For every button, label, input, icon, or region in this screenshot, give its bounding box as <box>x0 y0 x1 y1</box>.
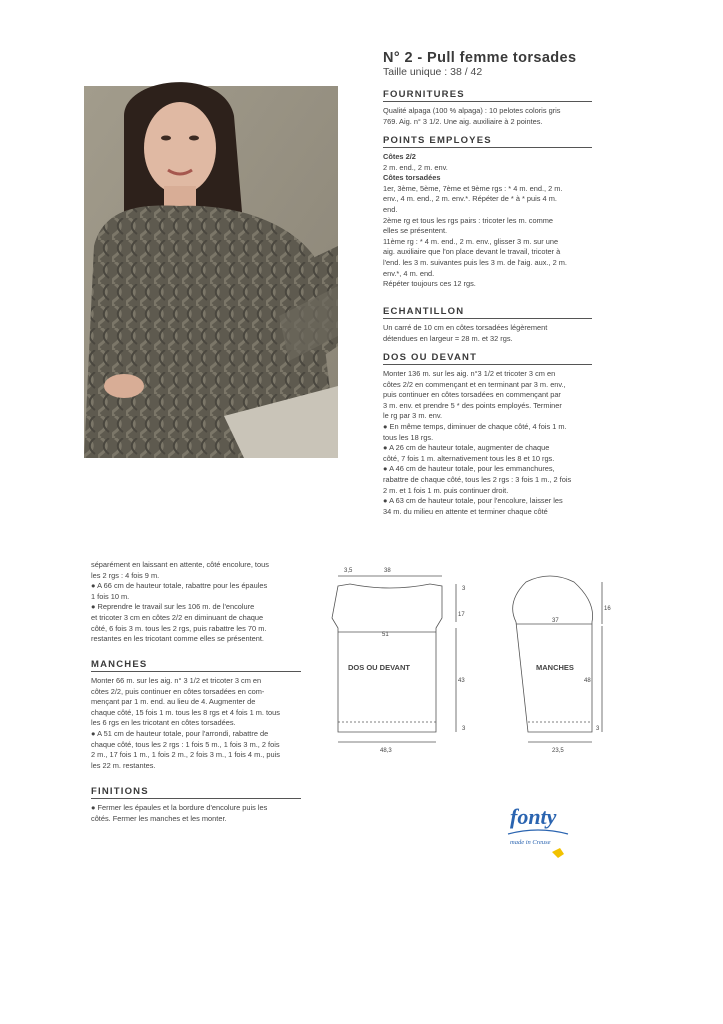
manches-line: mençant par 1 m. end. au lieu de 4. Augmenter de <box>91 697 256 707</box>
dos-cont-line: ● A 66 cm de hauteur totale, rabattre pour les épaules <box>91 581 268 591</box>
dos-line: ● A 63 cm de hauteur totale, pour l'encolure, laisser les <box>383 496 563 506</box>
manches-line: ● A 51 cm de hauteur totale, pour l'arrondi, rabattre de <box>91 728 269 738</box>
dos-line: ● En même temps, diminuer de chaque côté, 4 fois 1 m. <box>383 421 567 431</box>
body-piece-outline <box>332 584 442 732</box>
dos-line: Monter 136 m. sur les aig. n°3 1/2 et tricoter 3 cm en <box>383 369 556 378</box>
dos-line: 3 m. env. et prendre 5 * des points employés. Terminer <box>383 400 562 410</box>
dim-shoulder: 3,5 <box>344 568 353 574</box>
logo-brand: fonty <box>510 804 557 829</box>
sleeve-piece-outline <box>513 576 593 732</box>
manches-line: 2 m., 17 fois 1 m., 1 fois 2 m., 2 fois 3 m., 1 fois 4 m., puis <box>91 750 280 760</box>
dos-line: côté, 7 fois 1 m. alternativement tous les 8 et 10 rgs. <box>383 453 555 463</box>
dos-heading: DOS OU DEVANT <box>383 352 592 365</box>
dim-armhole: 17 <box>458 612 465 618</box>
points-line: l'end. les 3 m. suivantes puis les 3 m. de l'aig. aux., 2 m. <box>383 257 567 267</box>
dim-cuff: 23,5 <box>552 748 564 754</box>
manches-line: côtes 2/2, puis continuer en côtes torsadées en com- <box>91 686 265 696</box>
manches-heading: MANCHES <box>91 659 301 672</box>
echantillon-section <box>383 306 592 344</box>
dos-line: ● A 26 cm de hauteur totale, augmenter de chaque <box>383 443 550 453</box>
manches-line: chaque côté, 15 fois 1 m. tous les 8 rgs et 4 fois 1 m. tous <box>91 707 280 717</box>
dim-neck-depth: 3 <box>462 586 466 592</box>
dim-body-width: 48,3 <box>380 748 392 754</box>
dim-sleeve-height: 48 <box>584 678 591 684</box>
finitions-line: ● Fermer les épaules et la bordure d'encolure puis les <box>91 803 268 812</box>
dim-cap: 16 <box>604 606 611 612</box>
points-line: env., 4 m. end., 2 m. env.*. Répéter de * à * puis 4 m. <box>383 194 557 204</box>
points-line: 2ème rg et tous les rgs pairs : tricoter les m. comme <box>383 215 554 225</box>
manches-line: chaque côté, tous les 2 rgs : 1 fois 5 m., 1 fois 3 m., 2 fois <box>91 739 280 749</box>
dos-cont-line: restantes en les tricotant comme elles se présentent. <box>91 634 264 644</box>
cotes-torsadees-heading: Côtes torsadées <box>383 173 441 183</box>
echantillon-line: détendues en largeur = 28 m. et 32 rgs. <box>383 333 513 343</box>
sheep-icon <box>552 848 564 858</box>
finitions-line: côtés. Fermer les manches et les monter. <box>91 813 227 823</box>
dim-neck: 38 <box>384 568 391 574</box>
dos-line: le rg par 3 m. env. <box>383 411 443 421</box>
dos-line: 34 m. du milieu en attente et terminer chaque côté <box>383 506 548 516</box>
dos-continued <box>91 560 301 645</box>
points-line: Répéter toujours ces 12 rgs. <box>383 279 476 289</box>
pattern-title: N° 2 - Pull femme torsades <box>383 50 577 66</box>
points-heading: POINTS EMPLOYES <box>383 135 592 148</box>
logo-tagline: made in Creuse <box>510 839 551 846</box>
points-line: aig. auxiliaire que l'on place devant le travail, tricoter à <box>383 247 561 257</box>
cotes-22-text: 2 m. end., 2 m. env. <box>383 162 448 172</box>
fournitures-line: 769. Aig. n° 3 1/2. Une aig. auxiliaire à 2 pointes. <box>383 116 543 126</box>
fournitures-line: Qualité alpaga (100 % alpaga) : 10 pelotes coloris gris <box>383 106 561 115</box>
size-info: Taille unique : 38 / 42 <box>383 66 483 78</box>
dos-cont-line: ● Reprendre le travail sur les 106 m. de l'encolure <box>91 602 255 612</box>
dos-cont-line: séparément en laissant en attente, côté encolure, tous <box>91 560 269 569</box>
manches-section <box>91 659 301 771</box>
dim-sleeve-width: 37 <box>552 618 559 624</box>
dos-line: puis continuer en côtes torsadées en commençant par <box>383 390 561 400</box>
finitions-section <box>91 786 301 824</box>
dim-body-height: 43 <box>458 678 465 684</box>
points-line: env.*, 4 m. end. <box>383 268 435 278</box>
dos-line: ● A 46 cm de hauteur totale, pour les emmanchures, <box>383 464 555 474</box>
fournitures-heading: FOURNITURES <box>383 89 592 102</box>
model-photo <box>84 86 338 458</box>
points-line: 1er, 3ème, 5ème, 7ème et 9ème rgs : * 4 m. end., 2 m. <box>383 183 563 193</box>
dos-line: 2 m. et 1 fois 1 m. puis continuer droit. <box>383 485 509 495</box>
manches-label: MANCHES <box>536 663 574 672</box>
dos-cont-line: côté, 6 fois 3 m. tous les 2 rgs, puis rabattre les 70 m. <box>91 623 267 633</box>
fonty-logo <box>504 800 574 862</box>
points-line: elles se présentent. <box>383 226 448 236</box>
dos-cont-line: et tricoter 3 cm en côtes 2/2 en diminuant de chaque <box>91 612 264 622</box>
echantillon-line: Un carré de 10 cm en côtes torsadées légèrement <box>383 323 548 332</box>
points-line: 11ème rg : * 4 m. end., 2 m. env., glisser 3 m. sur une <box>383 236 559 246</box>
dos-cont-line: 1 fois 10 m. <box>91 591 130 601</box>
finitions-heading: FINITIONS <box>91 786 301 799</box>
fournitures-section <box>383 89 592 127</box>
dos-line: tous les 18 rgs. <box>383 432 434 442</box>
cotes-22-heading: Côtes 2/2 <box>383 152 416 161</box>
points-line: end. <box>383 204 398 214</box>
dim-chest: 51 <box>382 632 389 638</box>
pattern-schematic <box>330 562 610 762</box>
manches-line: les 22 m. restantes. <box>91 760 156 770</box>
dos-section <box>383 352 592 517</box>
dos-line: côtes 2/2 en commençant et en terminant par 3 m. env., <box>383 379 566 389</box>
manches-line: Monter 66 m. sur les aig. n° 3 1/2 et tricoter 3 cm en <box>91 676 262 685</box>
manches-line: les 6 rgs en les tricotant en côtes torsadées. <box>91 718 236 728</box>
dos-cont-line: les 2 rgs : 4 fois 9 m. <box>91 570 160 580</box>
points-section <box>383 135 592 290</box>
dim-rib-sleeve: 3 <box>596 726 600 732</box>
dos-line: rabattre de chaque côté, tous les 2 rgs : 3 fois 1 m., 2 fois <box>383 474 572 484</box>
echantillon-heading: ECHANTILLON <box>383 306 592 319</box>
dos-ou-devant-label: DOS OU DEVANT <box>348 663 410 672</box>
dim-rib-body: 3 <box>462 726 466 732</box>
